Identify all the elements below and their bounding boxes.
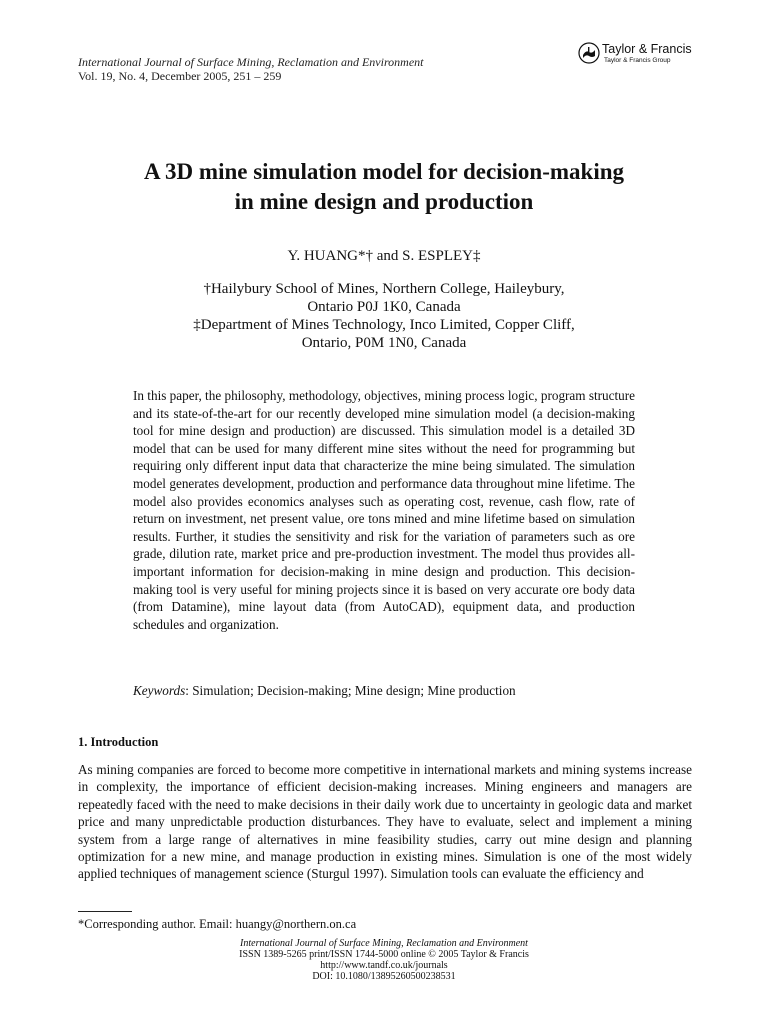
publisher-brand: Taylor & Francis [602,42,692,56]
keywords [133,682,516,699]
abstract [133,387,635,633]
page-footer [180,938,588,982]
abstract-text: In this paper, the philosophy, methodology, objectives, mining process logic, program structure and its state-of-the-art for our recently developed mine simulation model (a decision-making tool for mine design and production) are discussed. This simulation model is a detailed 3D model that can be used for many different mine sites without the need for programming but requiring only different input data that characterize the mine being simulated. The simulation model generates development, production and performance data throughout mine lifetime. The model also provides economics analyses such as operating cost, revenue, cash flow, rate of return on investment, net present value, ore tons mined and mine lifetime based on simulation results. Further, it studies the sensitivity and risk for the variation of parameters such as ore grade, dilution rate, market price and pre-production investment. The model thus provides all-important information for decision-making in mine design and production. This decision-making tool is very useful for mining projects since it is based on very accurate ore body data (from Datamine), mine layout data (from AutoCAD), equipment data, and production schedules and organization. [133,388,635,632]
footnote-rule [78,911,132,912]
footer-journal-name: International Journal of Surface Mining, Reclamation and Environment [240,938,528,949]
keywords-list: : Simulation; Decision-making; Mine design; Mine production [185,683,516,698]
footnote: *Corresponding author. Email: huangy@northern.on.ca [78,917,357,931]
running-header [78,55,424,83]
footer-doi: DOI: 10.1080/13895260500238531 [312,971,456,982]
intro-text: As mining companies are forced to become more competitive in international markets and mining systems increase in complexity, the importance of efficient decision-making increases. Mining engineers and managers are repeatedly faced with the need to make decisions in their daily work due to uncertainty in geologic data and market price and many unpredictable production disturbances. They have to evaluate, select and implement a mining system from a large range of alternatives in mine feasibility studies, carry out mine design and planning optimization for a new mine, and manage production in existing mines. Simulation is one of the most widely applied techniques of management science (Sturgul 1997). Simulation tools can evaluate the efficiency and [78,762,692,882]
publisher-logo-icon [578,42,600,64]
affiliation-line: †Hailybury School of Mines, Northern College, Haileybury, [203,281,565,297]
affiliation-line: ‡Department of Mines Technology, Inco Limited, Copper Cliff, [193,317,575,333]
affiliations [60,280,708,352]
publisher-group: Taylor & Francis Group [604,57,671,64]
footer-issn: ISSN 1389-5265 print/ISSN 1744-5000 online © 2005 Taylor & Francis [239,949,529,960]
section-heading: 1. Introduction [78,735,159,749]
affiliation-line: Ontario, P0M 1N0, Canada [301,335,467,351]
journal-name: International Journal of Surface Mining, Reclamation and Environment [78,55,424,69]
authors: Y. HUANG*† and S. ESPLEY‡ [287,248,481,264]
introduction-body [78,761,692,883]
footer-url[interactable]: http://www.tandf.co.uk/journals [320,960,448,971]
title-line-2: in mine design and production [234,189,534,214]
affiliation-line: Ontario P0J 1K0, Canada [307,299,461,315]
volume-info: Vol. 19, No. 4, December 2005, 251 – 259 [78,69,282,83]
keywords-label: Keywords [133,683,186,698]
publisher-logo [578,42,698,68]
title-line-1: A 3D mine simulation model for decision-making [143,159,625,184]
paper-title [60,157,708,217]
